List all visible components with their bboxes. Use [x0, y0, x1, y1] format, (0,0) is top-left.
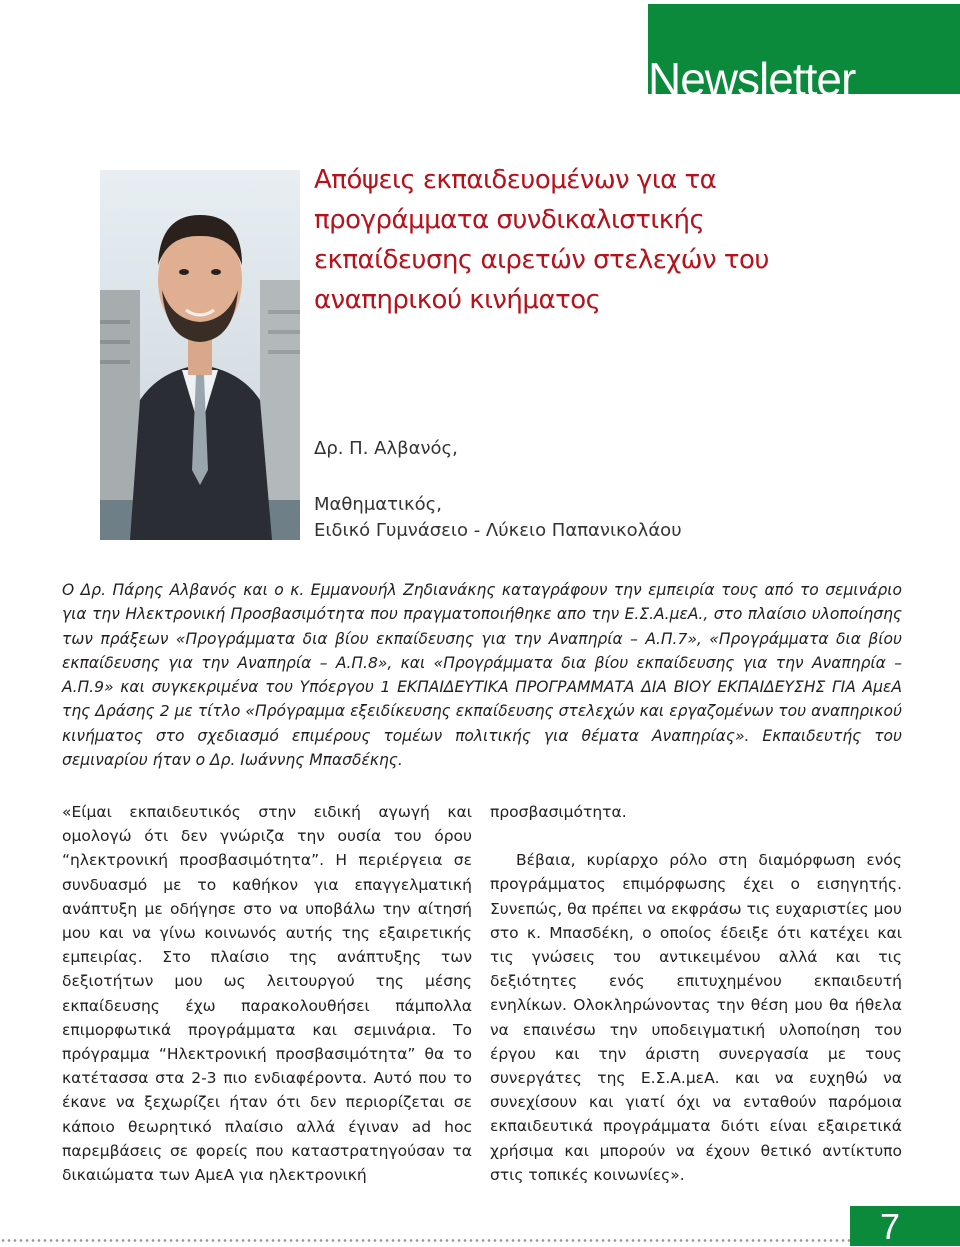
author-photo: [100, 170, 300, 540]
page-number-box: [850, 1206, 960, 1246]
article-title: Απόψεις εκπαιδευομένων για τα προγράμματα συνδικαλιστικής εκπαίδευσης αιρετών στελεχών του αναπηρικού κινήματος: [314, 165, 769, 315]
right-column: [490, 800, 902, 1187]
author-role: Μαθηματικός,: [314, 494, 442, 515]
author-affiliation: Ειδικό Γυμνάσειο - Λύκειο Παπανικολάου: [314, 520, 682, 541]
left-column: [62, 800, 472, 1187]
author-name: Δρ. Π. Αλβανός,: [314, 438, 458, 459]
testimonial-paragraph-left: «Είμαι εκπαιδευτικός στην ειδική αγωγή και ομολογώ ότι δεν γνώριζα την ουσία του όρου “ηλεκτρονική προσβασιμότητα”. Η περιέργεια σε συνδυασμό με το καθήκον για επαγγελματική ανάπτυξη με οδήγησε στο να υποβάλω την αίτησή μου και να γίνω κοινωνός αυτής της εξαιρετικής εμπειρίας. Στο πλαίσιο της ανάπτυξης των δεξιοτήτων μου ως λειτουργού της μέσης εκπαίδευσης έχω παρακολουθήσει πάμπολλα επιμορφωτικά προγράμματα και σεμινάρια. Το πρόγραμμα “Ηλεκτρονική προσβασιμότητα” θα το κατέτασσα στα 2-3 πιο ενδιαφέροντα. Αυτό που το έκανε να ξεχωρίζει ήταν ότι δεν περιορίζεται σε κάποιο θεωρητικό πλαίσιο αλλά έγιναν ad hoc παρεμβάσεις σε φορείς που καταστρατηγούσαν τα δικαιώματα των ΑμεΑ για ηλεκτρονική: [62, 803, 472, 1185]
intro-paragraph: Ο Δρ. Πάρης Αλβανός και ο κ. Εμμανουήλ Ζηδιανάκης καταγράφουν την εμπειρία τους από το σεμινάριο για την Ηλεκτρονική Προσβασιμότητα που πραγματοποιήθηκε απο την Ε.Σ.Α.μεΑ., στο πλαίσιο υλοποίησης των πράξεων «Προγράμματα δια βίου εκπαίδευσης για την Αναπηρία – Α.Π.7», «Προγράμματα δια βίου εκπαίδευσης για την Αναπηρία – Α.Π.8», και «Προγράμματα δια βίου εκπαίδευσης για την Αναπηρία – Α.Π.9» και συγκεκριμένα του Υπόεργου 1 ΕΚΠΑΙΔΕΥΤΙΚΑ ΠΡΟΓΡΑΜΜΑΤΑ ΔΙΑ ΒΙΟΥ ΕΚΠΑΙΔΕΥΣΗΣ ΓΙΑ ΑμεΑ της Δράσης 2 με τίτλο «Πρόγραμμα εξειδίκευσης εκπαίδευσης στελεχών και εργαζομένων του αναπηρικού κινήματος στο σχεδιασμό επιμέρους τομέων πολιτικής για θέματα Αναπηρίας». Εκπαιδευτής του σεμιναρίου ήταν ο Δρ. Ιωάννης Μπασδέκης.: [62, 581, 902, 770]
newsletter-banner: [648, 4, 960, 94]
footer-dotted-rule: [0, 1239, 850, 1242]
newsletter-title: Newsletter: [648, 53, 856, 94]
testimonial-paragraph-right: Βέβαια, κυρίαρχο ρόλο στη διαμόρφωση ενός προγράμματος επιμόρφωσης έχει ο εισηγητής. Συνεπώς, θα πρέπει να εκφράσω τις ευχαριστίες μου στο κ. Μπασδέκη, ο οποίος έδειξε ότι κατέχει και τις γνώσεις του αντικειμένου αλλά και τις δεξιότητες ενός επιτυχημένου εκπαιδευτή ενηλίκων. Ολοκληρώνοντας την θέση μου θα ήθελα να επαινέσω την υποδειγματική υλοποίηση του έργου και την άριστη συνεργασία με τους συνεργάτες της Ε.Σ.Α.μεΑ. και να ευχηθώ να συνεχίσουν και γιατί όχι να ενταθούν παρόμοια εκπαιδευτικά προγράμματα διότι είναι εξαιρετικά χρήσιμα και μπορούν να έχουν θετικό αντίκτυπο στις τοπικές κοινωνίες».: [490, 851, 902, 1184]
testimonial-continuation: προσβασιμότητα.: [490, 803, 627, 821]
page-number: 7: [880, 1206, 901, 1247]
